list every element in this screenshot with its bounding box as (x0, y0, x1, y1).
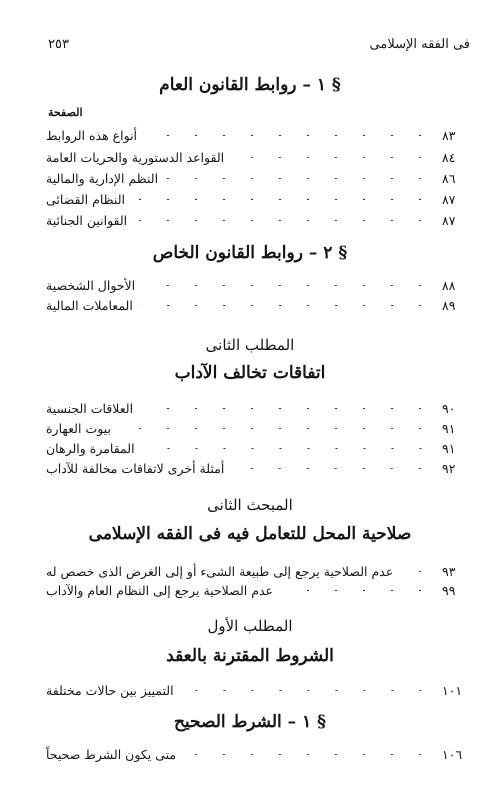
toc-entry-page: ١٠٦ (442, 746, 463, 762)
toc-entry-label: النظم الإدارية والمالية (46, 170, 159, 186)
toc-entry-page: ٨٩ (442, 297, 456, 313)
section-heading: § ١ – روابط القانون العام (159, 75, 341, 95)
dot-leader (232, 157, 434, 158)
dot-leader (184, 754, 434, 755)
dot-leader (143, 285, 434, 286)
toc-entry (40, 398, 472, 418)
dot-leader (141, 408, 434, 409)
toc-entry-label: التمييز بين حالات مختلفة (46, 682, 174, 698)
toc-entry-page: ٩٢ (442, 460, 456, 476)
toc-entry-label: العلاقات الجنسية (46, 400, 134, 416)
running-header-page-number: ٢٥٣ (48, 37, 69, 52)
toc-entry-label: متى يكون الشرط صحيحاً (46, 746, 177, 762)
toc-entry-label: عدم الصلاحية يرجع إلى النظام العام والآداب (46, 582, 273, 598)
toc-entry-label: القوانين الجنائية (46, 212, 128, 228)
toc-entry-page: ٩٣ (442, 563, 456, 579)
section-heading: اتفاقات تخالف الآداب (174, 363, 326, 383)
toc-entry (40, 438, 472, 458)
toc-entry (40, 744, 472, 764)
toc-entry-page: ٩١ (442, 440, 456, 456)
section-heading: صلاحية المحل للتعامل فيه فى الفقه الإسلامى (88, 524, 412, 544)
toc-entry-label: الأحوال الشخصية (46, 277, 136, 293)
subsection-label: المطلب الأول (207, 617, 293, 635)
toc-entry (40, 210, 472, 230)
toc-entry-label: النظام القضائى (46, 191, 125, 207)
toc-entry (40, 295, 472, 315)
subsection-label: المطلب الثانى (205, 336, 295, 354)
toc-entry (40, 458, 472, 478)
toc-entry-label: بيوت العهارة (46, 420, 111, 436)
section-heading: الشروط المقترنة بالعقد (166, 646, 334, 666)
page-column-header: الصفحة (48, 106, 83, 119)
dot-leader (166, 178, 434, 179)
dot-leader (141, 305, 434, 306)
dot-leader (133, 199, 434, 200)
running-header-title: فى الفقه الإسلامى (369, 37, 470, 52)
toc-entry-label: أمثلة أخرى لاتفاقات مخالفة للآداب (46, 460, 225, 476)
toc-entry (40, 275, 472, 295)
toc-entry (40, 125, 472, 145)
dot-leader (232, 468, 434, 469)
dot-leader (281, 590, 434, 591)
toc-entry-page: ٨٧ (442, 212, 456, 228)
dot-leader (143, 448, 434, 449)
dot-leader (182, 690, 434, 691)
toc-entry (40, 418, 472, 438)
toc-entry (40, 168, 472, 188)
toc-entry (40, 580, 472, 600)
toc-entry-page: ٩٠ (442, 400, 456, 416)
toc-entry-page: ٨٣ (442, 127, 456, 143)
toc-entry-label: المعاملات المالية (46, 297, 133, 313)
dot-leader (135, 220, 434, 221)
toc-entry-page: ٨٤ (442, 149, 456, 165)
toc-entry-page: ٨٧ (442, 191, 456, 207)
toc-entry-page: ١٠١ (442, 682, 463, 698)
toc-entry-label: عدم الصلاحية يرجع إلى طبيعة الشىء أو إلى الغرض الذى خصص له (46, 563, 394, 579)
toc-entry-page: ٩٩ (442, 582, 456, 598)
dot-leader (401, 571, 434, 572)
section-heading: § ١ – الشرط الصحيح (173, 712, 327, 732)
subsection-label: المبحث الثانى (207, 496, 293, 514)
toc-entry-page: ٩١ (442, 420, 456, 436)
toc-entry (40, 561, 472, 581)
toc-entry (40, 189, 472, 209)
toc-entry-page: ٨٨ (442, 277, 456, 293)
toc-entry-label: المقامرة والرهان (46, 440, 135, 456)
section-heading: § ٢ – روابط القانون الخاص (152, 243, 348, 263)
toc-entry-label: القواعد الدستورية والحريات العامة (46, 149, 225, 165)
toc-entry (40, 147, 472, 167)
toc-entry-page: ٨٦ (442, 170, 456, 186)
toc-entry (40, 680, 472, 700)
dot-leader (119, 428, 434, 429)
dot-leader (145, 135, 434, 136)
toc-entry-label: أنواع هذه الروابط (46, 127, 138, 143)
